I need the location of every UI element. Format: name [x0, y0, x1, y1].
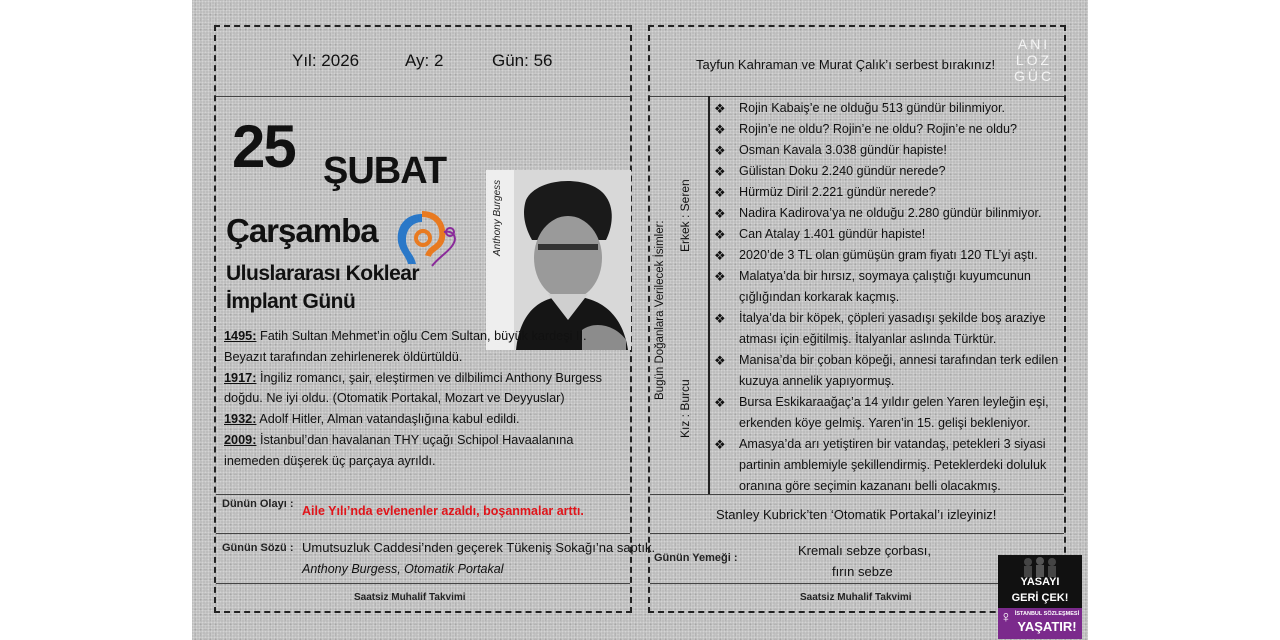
diamond-bullet-icon: ❖ [714, 143, 726, 158]
right-header: Tayfun Kahraman ve Murat Çalık’ı serbest bırakınız! [696, 57, 996, 72]
news-item: ❖ İtalya’da bir köpek, çöpleri yasadışı şekilde boş araziye atması için eğitilmiş. İtalyanlar aslında Türktür. [712, 308, 1064, 350]
footer-right: Saatsiz Muhalif Takvimi [800, 592, 912, 603]
news-item: ❖ Amasya’da arı yetiştiren bir vatandaş, petekleri 3 siyasi partinin amblemiyle şekillendirmiş. Peteklerdeki doluluk oranına göre seçimin kazananı belli olacakmış. [712, 434, 1064, 497]
history-item: 1495: Fatih Sultan Mehmet’in oğlu Cem Sultan, büyük kardeşi II. Beyazıt tarafından zehirlenerek öldürtüldü. [224, 329, 587, 364]
diamond-bullet-icon: ❖ [714, 353, 726, 368]
badge-line4: YAŞATIR! [1017, 619, 1077, 634]
date-number: 25 [232, 113, 295, 180]
brand-logo: ANI LOZ GÜC [1013, 36, 1055, 84]
boy-name: Erkek : Seren [678, 179, 692, 252]
meal-label: Günün Yemeği : [654, 552, 738, 564]
special-day-line2: İmplant Günü [226, 290, 356, 313]
weekday: Çarşamba [226, 212, 378, 249]
news-item: ❖ Manisa’da bir çoban köpeği, annesi tarafından terk edilen kuzuya annelik yapıyormuş. [712, 350, 1064, 392]
year-label: Yıl: 2026 [292, 51, 360, 70]
special-day-line1: Uluslararası Koklear [226, 262, 420, 285]
diamond-bullet-icon: ❖ [714, 101, 726, 116]
news-item: ❖ Can Atalay 1.401 gündür hapiste! [712, 224, 1064, 245]
badge-line2: GERİ ÇEK! [1011, 592, 1069, 604]
diamond-bullet-icon: ❖ [714, 437, 726, 452]
news-item: ❖ Osman Kavala 3.038 gündür hapiste! [712, 140, 1064, 161]
event-label: Dünün Olayı : [222, 498, 294, 510]
badge-line3: İSTANBUL SÖZLEŞMESİ [1014, 611, 1080, 617]
girl-name: Kız : Burcu [678, 379, 692, 438]
news-item: ❖ Malatya’da bir hırsız, soymaya çalıştığı kuyumcunun çığlığından korkarak kaçmış. [712, 266, 1064, 308]
diamond-bullet-icon: ❖ [714, 164, 726, 179]
month-name: ŞUBAT [323, 150, 447, 192]
photo-caption: Anthony Burgess [492, 179, 503, 256]
news-item: ❖ Rojin Kabaiş’e ne olduğu 513 gündür bilinmiyor. [712, 98, 1064, 119]
meal-line2: fırın sebze [832, 564, 893, 579]
diamond-bullet-icon: ❖ [714, 206, 726, 221]
campaign-badge [998, 555, 1082, 639]
quote-label: Günün Sözü : [222, 542, 294, 554]
diamond-bullet-icon: ❖ [714, 122, 726, 137]
news-item: ❖ Gülistan Doku 2.240 gündür nerede? [712, 161, 1064, 182]
news-item: ❖ Hürmüz Diril 2.221 gündür nerede? [712, 182, 1064, 203]
diamond-bullet-icon: ❖ [714, 185, 726, 200]
history-item: 1917: İngiliz romancı, şair, eleştirmen ve dilbilimci Anthony Burgess doğdu. Ne iyi oldu. (Otomatik Portakal, Mozart ve Deyyuslar) [224, 370, 602, 406]
news-item: ❖ 2020’de 3 TL olan gümüşün gram fiyatı 120 TL’yi aştı. [712, 245, 1064, 266]
event-text: Aile Yılı’nda evlenenler azaldı, boşanmalar arttı. [302, 504, 584, 518]
diamond-bullet-icon: ❖ [714, 227, 726, 242]
history-item: 1932: Adolf Hitler, Alman vatandaşlığına kabul edildi. [224, 412, 520, 427]
news-list [712, 98, 1064, 497]
month-label: Ay: 2 [405, 51, 444, 70]
news-item: ❖ Bursa Eskikaraağaç’a 14 yıldır gelen Yaren leyleğin eşi, erkenden köye gelmiş. Yaren’in 15. gelişi bekleniyor. [712, 392, 1064, 434]
history-item: 2009: İstanbul’dan havalanan THY uçağı Schipol Havaalanına inemeden düşerek üç parçaya ayrıldı. [224, 432, 574, 468]
diamond-bullet-icon: ❖ [714, 269, 726, 284]
badge-line1: YASAYI [1020, 576, 1060, 588]
news-item: ❖ Nadira Kadirova’ya ne olduğu 2.280 gündür bilinmiyor. [712, 203, 1064, 224]
movie-recommendation: Stanley Kubrick’ten ‘Otomatik Portakal’ı izleyiniz! [716, 507, 997, 522]
footer-left: Saatsiz Muhalif Takvimi [354, 592, 466, 603]
quote-text: Umutsuzluk Caddesi’nden geçerek Tükeniş Sokağı’na saptık. [302, 540, 656, 555]
history-list [224, 326, 624, 472]
diamond-bullet-icon: ❖ [714, 311, 726, 326]
portrait-photo [486, 170, 631, 350]
meal-line1: Kremalı sebze çorbası, [798, 543, 931, 558]
diamond-bullet-icon: ❖ [714, 248, 726, 263]
news-item: ❖ Rojin’e ne oldu? Rojin’e ne oldu? Rojin’e ne oldu? [712, 119, 1064, 140]
names-title: Bugün Doğanlara Verilecek İsimler: [654, 220, 666, 400]
venus-icon: ♀ [1000, 609, 1012, 626]
women-silhouette-icon [1018, 557, 1062, 577]
diamond-bullet-icon: ❖ [714, 395, 726, 410]
quote-source: Anthony Burgess, Otomatik Portakal [302, 562, 504, 576]
ear-icon [392, 208, 458, 270]
day-label: Gün: 56 [492, 51, 553, 70]
